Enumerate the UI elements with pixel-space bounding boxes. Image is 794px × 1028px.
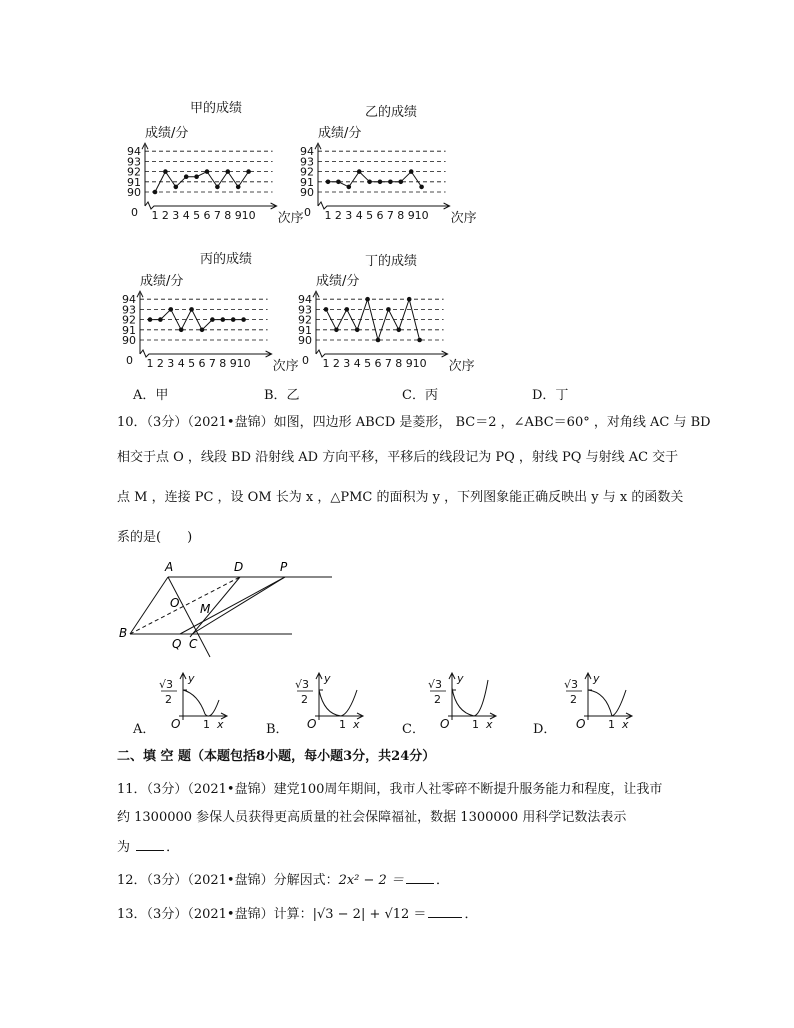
graph-one-label: 1 <box>608 718 615 731</box>
option-graph-b <box>295 672 363 731</box>
graph-curve <box>319 690 357 716</box>
y-tick-label: 94 <box>122 293 136 307</box>
data-point <box>158 317 163 322</box>
graph-y-label: y <box>457 672 464 685</box>
chart-title: 甲的成绩 <box>190 101 243 116</box>
score-charts <box>0 0 794 380</box>
chart-4 <box>298 253 475 374</box>
y-axis-label: 成绩/分 <box>145 126 189 142</box>
q13-answer-blank[interactable] <box>428 905 462 918</box>
y-tick-label: 93 <box>127 155 141 169</box>
q12-answer-blank[interactable] <box>406 871 434 884</box>
q11-line-3-text: 为 <box>117 840 131 855</box>
x-tick-label: 6 <box>203 209 211 222</box>
x-tick-label: 5 <box>188 357 196 370</box>
y-tick-label: 94 <box>298 293 312 307</box>
x-tick-label: 4 <box>355 209 363 222</box>
origin-label: 0 <box>126 354 133 367</box>
q12-line: 12．（3分）（2021•盘锦）分解因式：2x² − 2 ＝ ． <box>117 873 449 888</box>
option-graph-d <box>564 672 632 731</box>
data-point <box>417 338 422 343</box>
data-point <box>324 307 329 312</box>
x-tick-label: 9 <box>229 357 237 370</box>
data-point <box>407 297 412 302</box>
x-tick-label: 4 <box>177 357 185 370</box>
x-tick-label: 2 <box>334 209 342 222</box>
y-tick-label: 92 <box>300 165 314 179</box>
data-point <box>200 328 205 333</box>
graph-one-label: 1 <box>203 718 210 731</box>
data-point <box>221 317 226 322</box>
x-tick-label: 10 <box>241 209 256 222</box>
chart-title: 丙的成绩 <box>200 252 253 267</box>
graph-sqrt3-label: √3 <box>564 678 579 691</box>
data-point <box>409 169 414 174</box>
graph-x-label: x <box>622 718 629 731</box>
y-tick-label: 93 <box>122 303 136 317</box>
data-point <box>241 317 246 322</box>
x-tick-label: 5 <box>366 209 374 222</box>
graph-y-label: y <box>324 672 331 685</box>
x-tick-label: 7 <box>213 209 221 222</box>
graph-x-label: x <box>353 718 360 731</box>
data-point <box>169 307 174 312</box>
option-graphs <box>0 670 794 740</box>
series-line <box>328 172 422 187</box>
q9-option-d[interactable]: D．丁 <box>532 388 569 403</box>
data-point <box>336 180 341 185</box>
q11-line-1: 11．（3分）（2021•盘锦）建党100周年期间，我市人社零碎不断提升服务能力和程度，让我市 <box>117 782 663 797</box>
origin-label: 0 <box>304 206 311 219</box>
graph-curve <box>588 690 626 716</box>
section-2-heading: 二、填 空 题（本题包括8小题，每小题3分，共24分） <box>117 749 436 764</box>
graph-origin-label: O <box>307 717 317 731</box>
q9-option-c[interactable]: C．丙 <box>402 388 438 403</box>
q12-expression: 2x² − 2 ＝ <box>338 873 404 888</box>
data-point <box>236 185 241 190</box>
q10-option-c[interactable]: C． <box>402 722 425 737</box>
x-tick-label: 8 <box>219 357 227 370</box>
x-tick-label: 7 <box>384 357 392 370</box>
origin-label: 0 <box>131 206 138 219</box>
chart-1 <box>127 100 304 226</box>
q10-line-3: 点 M ，连接 PC ，设 OM 长为 x ，△PMC 的面积为 y ，下列图象能正确反映出 y 与 x 的函数关 <box>117 490 684 505</box>
q11-line-3: 为 ． <box>117 840 180 855</box>
y-tick-label: 92 <box>127 165 141 179</box>
x-tick-label: 2 <box>161 209 169 222</box>
data-point <box>347 185 352 190</box>
x-tick-label: 2 <box>156 357 164 370</box>
data-point <box>365 297 370 302</box>
x-tick-label: 6 <box>198 357 206 370</box>
x-tick-label: 3 <box>345 209 353 222</box>
data-point <box>326 180 331 185</box>
graph-origin-label: O <box>171 717 181 731</box>
x-axis <box>316 350 448 357</box>
data-point <box>345 307 350 312</box>
graph-y-label: y <box>188 672 195 685</box>
q12-prefix: 12．（3分）（2021•盘锦）分解因式： <box>117 873 339 888</box>
data-point <box>148 317 153 322</box>
data-point <box>419 185 424 190</box>
data-point <box>334 328 339 333</box>
graph-two-label: 2 <box>434 693 441 706</box>
graph-sqrt3-label: √3 <box>428 678 443 691</box>
q13-expression: |√3 − 2| + √12 ＝ <box>312 907 427 922</box>
data-point <box>246 169 251 174</box>
label-o: O <box>170 596 180 610</box>
q9-option-a[interactable]: A．甲 <box>133 388 169 403</box>
q10-line-1: 10．（3分）（2021•盘锦）如图，四边形 ABCD 是菱形， BC＝2 ，∠ABC＝60° ，对角线 AC 与 BD <box>117 415 711 430</box>
x-tick-label: 1 <box>151 209 159 222</box>
y-axis-label: 成绩/分 <box>318 126 362 142</box>
data-point <box>399 180 404 185</box>
label-b: B <box>119 626 128 640</box>
y-tick-label: 90 <box>122 334 136 347</box>
q11-line-2: 约 1300000 参保人员获得更高质量的社会保障福祉，数据 1300000 用科学记数法表示 <box>117 810 627 825</box>
x-tick-label: 1 <box>324 209 332 222</box>
y-tick-label: 91 <box>127 175 141 189</box>
y-tick-label: 92 <box>122 313 136 327</box>
x-tick-label: 8 <box>397 209 405 222</box>
data-point <box>397 328 402 333</box>
x-tick-label: 8 <box>224 209 232 222</box>
data-point <box>231 317 236 322</box>
x-tick-label: 1 <box>146 357 154 370</box>
x-tick-label: 5 <box>364 357 372 370</box>
graph-two-label: 2 <box>165 693 172 706</box>
graph-curve <box>183 690 219 716</box>
x-tick-label: 5 <box>193 209 201 222</box>
x-axis <box>145 202 277 209</box>
q10-option-b[interactable]: B． <box>266 722 289 737</box>
y-axis-label: 成绩/分 <box>140 274 184 290</box>
x-tick-label: 10 <box>412 357 427 370</box>
x-tick-label: 9 <box>405 357 413 370</box>
data-point <box>355 328 360 333</box>
chart-title: 乙的成绩 <box>365 105 418 120</box>
x-axis-label: 次序 <box>272 359 299 374</box>
origin-label: 0 <box>302 354 309 367</box>
graph-origin-label: O <box>440 717 450 731</box>
label-q: Q <box>172 637 182 651</box>
y-tick-label: 91 <box>122 323 136 337</box>
y-tick-label: 90 <box>298 334 312 347</box>
q10-option-a[interactable]: A． <box>133 722 156 737</box>
x-axis-label: 次序 <box>277 211 304 226</box>
graph-x-label: x <box>217 718 224 731</box>
data-point <box>210 317 215 322</box>
x-tick-label: 8 <box>395 357 403 370</box>
data-point <box>179 328 184 333</box>
x-tick-label: 7 <box>386 209 394 222</box>
graph-sqrt3-label: √3 <box>159 678 174 691</box>
data-point <box>388 180 393 185</box>
x-tick-label: 3 <box>167 357 175 370</box>
graph-two-label: 2 <box>570 693 577 706</box>
y-axis-label: 成绩/分 <box>316 274 360 290</box>
y-tick-label: 94 <box>300 145 314 159</box>
graph-y-label: y <box>593 672 600 685</box>
graph-two-label: 2 <box>301 693 308 706</box>
x-tick-label: 6 <box>376 209 384 222</box>
x-tick-label: 9 <box>234 209 242 222</box>
graph-curve <box>452 680 488 716</box>
graph-one-label: 1 <box>339 718 346 731</box>
data-point <box>226 169 231 174</box>
option-graph-a <box>159 672 227 731</box>
x-tick-label: 10 <box>236 357 251 370</box>
q11-answer-blank[interactable] <box>136 838 164 851</box>
x-tick-label: 10 <box>414 209 429 222</box>
data-point <box>189 307 194 312</box>
x-tick-label: 7 <box>208 357 216 370</box>
q13-prefix: 13．（3分）（2021•盘锦）计算： <box>117 907 313 922</box>
graph-origin-label: O <box>576 717 586 731</box>
data-point <box>367 180 372 185</box>
q13-line: 13．（3分）（2021•盘锦）计算：|√3 − 2| + √12 ＝ ． <box>117 907 478 922</box>
x-axis-label: 次序 <box>450 211 477 226</box>
data-point <box>163 169 168 174</box>
data-point <box>357 169 362 174</box>
graph-x-label: x <box>486 718 493 731</box>
x-axis <box>140 350 272 357</box>
y-tick-label: 90 <box>300 186 314 199</box>
x-tick-label: 2 <box>332 357 340 370</box>
x-axis-label: 次序 <box>448 359 475 374</box>
label-m: M <box>200 602 211 616</box>
data-point <box>184 174 189 179</box>
data-point <box>174 185 179 190</box>
x-tick-label: 4 <box>353 357 361 370</box>
x-tick-label: 9 <box>407 209 415 222</box>
chart-3 <box>122 251 299 374</box>
q10-line-2: 相交于点 O ，线段 BD 沿射线 AD 方向平移，平移后的线段记为 PQ ，射线 PQ 与射线 AC 交于 <box>117 450 679 465</box>
label-p: P <box>280 560 288 574</box>
y-tick-label: 93 <box>298 303 312 317</box>
label-c: C <box>189 637 198 651</box>
y-tick-label: 91 <box>298 323 312 337</box>
data-point <box>376 338 381 343</box>
data-point <box>378 180 383 185</box>
x-tick-label: 4 <box>182 209 190 222</box>
q9-option-b[interactable]: B．乙 <box>264 388 300 403</box>
chart-title: 丁的成绩 <box>365 254 418 269</box>
y-tick-label: 93 <box>300 155 314 169</box>
x-axis <box>318 202 450 209</box>
label-d: D <box>234 560 244 574</box>
data-point <box>215 185 220 190</box>
q10-line-4: 系的是( ) <box>117 530 193 545</box>
option-graph-c <box>428 672 496 731</box>
y-tick-label: 92 <box>298 313 312 327</box>
y-tick-label: 91 <box>300 175 314 189</box>
data-point <box>194 174 199 179</box>
q10-option-d[interactable]: D． <box>533 722 557 737</box>
graph-sqrt3-label: √3 <box>295 678 310 691</box>
x-tick-label: 3 <box>172 209 180 222</box>
label-a: A <box>165 560 174 574</box>
graph-one-label: 1 <box>472 718 479 731</box>
x-tick-label: 3 <box>343 357 351 370</box>
chart-2 <box>300 104 477 226</box>
x-tick-label: 1 <box>322 357 330 370</box>
data-point <box>386 307 391 312</box>
y-tick-label: 94 <box>127 145 141 159</box>
data-point <box>205 169 210 174</box>
rhombus-figure <box>110 555 350 665</box>
data-point <box>153 190 158 195</box>
x-tick-label: 6 <box>374 357 382 370</box>
y-tick-label: 90 <box>127 186 141 199</box>
